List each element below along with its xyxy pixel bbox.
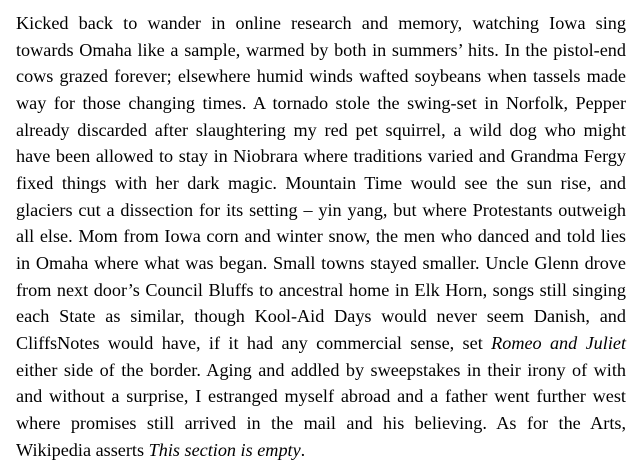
body-paragraph: Kicked back to wander in online research and memory, watching Iowa sing towards Omaha like a sample, warmed by both in summers’ hits. In the pistol-end cows grazed forever; elsewhere humid winds wafted soybeans when tassels made way for those changing times. A tornado stole the swing-set in Norfolk, Pepper already discarded after slaughtering my red pet squirrel, a wild dog who might have been allowed to stay in Niobrara where traditions varied and Grandma Fergy fixed things with her dark magic. Mountain Time would see the sun rise, and glaciers cut a dissection for its setting – yin yang, but where Protestants outweigh all else. Mom from Iowa corn and winter snow, the men who danced and told lies in Omaha where what was began. Small towns stayed smaller. Uncle Glenn drove from next door’s Council Bluffs to ancestral home in Elk Horn, songs still singing each State as similar, though Kool-Aid Days would never seem Danish, and CliffsNotes would have, if it had any commercial sense, set Romeo and Juliet either side of the border. Aging and addled by sweepstakes in their irony of with and without a surprise, I estranged myself abroad and a father went further west where promises still arrived in the mail and his believing. As for the Arts, Wikipedia asserts This section is empty. (16, 13, 626, 460)
italic-run: Romeo and Juliet (491, 332, 626, 353)
italic-run: This section is empty (148, 439, 301, 460)
